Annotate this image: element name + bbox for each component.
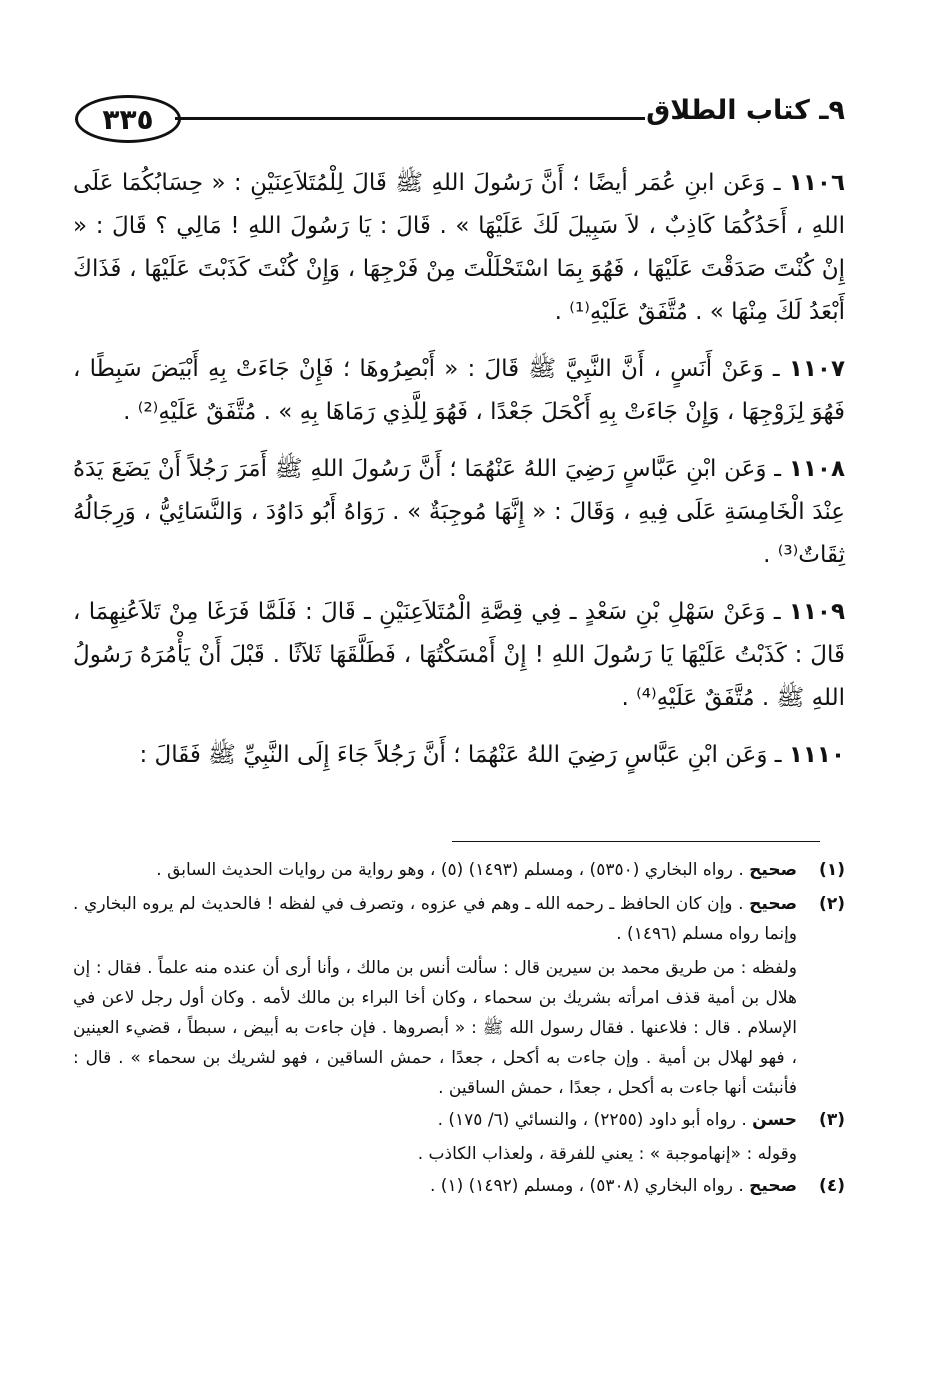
footnote-body xyxy=(73,1171,797,1201)
footnote-2-detail: ولفظه : من طريق محمد بن سيرين قال : سألت أنس بن مالك ، وأنا أرى أن عنده منه علماً . فقال : إن هلال بن أمية قذف امرأته بشريك بن سحماء ، وكان أخا البراء بن مالك لأمه . وكان أول رجل لاعن في الإسلام . قال : فلاعنها . فقال رسول الله ﷺ : « أبصروها . فإن جاءت به أبيض ، سبطاً ، قضيء العينين ، فهو لهلال بن أمية . وإن جاءت به أكحل ، جعدًا ، حمش الساقين ، فهو لشريك بن سحماء » . قال : فأنبئت أنها جاءت به أكحل ، جعدًا ، حمش الساقين . xyxy=(73,958,797,1098)
footnote-4 xyxy=(73,1171,845,1201)
footnote-1 xyxy=(73,855,845,885)
hadith-number: ١١٠٩ xyxy=(788,599,846,625)
footnote-marker: (١) xyxy=(819,860,845,880)
footnote-grade: صحيح xyxy=(749,894,797,914)
footnote-3 xyxy=(73,1105,845,1135)
hadith-1107 xyxy=(73,348,845,434)
hadith-1109 xyxy=(73,591,845,720)
hadith-number: ١١٠٧ xyxy=(788,356,846,382)
hadith-1106 xyxy=(73,162,845,334)
footnote-text: . رواه البخاري (٥٣٥٠) ، ومسلم (١٤٩٣) (٥) ، وهو رواية من روايات الحديث السابق . xyxy=(156,860,744,880)
hadith-text: ـ وَعَنْ أَنَسٍ ، أَنَّ النَّبِيَّ ﷺ قَالَ : « أَبْصِرُوهَا ؛ فَإِنْ جَاءَتْ بِهِ أَبْيَضَ سَبِطًا ، فَهُوَ لِزَوْجِهَا ، وَإِنْ جَاءَتْ بِهِ أَكْحَلَ جَعْدًا ، فَهُوَ لِلَّذِي رَمَاهَا بِهِ » . مُتَّفَقٌ عَلَيْهِ⁽²⁾ . xyxy=(73,356,845,425)
hadith-text: ـ وَعَن ابْنِ عَبَّاسٍ رَضِيَ اللهُ عَنْهُمَا ؛ أَنَّ رَجُلاً جَاءَ إِلَى النَّبِيِّ ﷺ فَقَالَ : xyxy=(139,742,782,768)
hadith-number: ١١٠٦ xyxy=(788,170,846,196)
hadith-text: ـ وَعَن ابنِ عُمَر أيضًا ؛ أَنَّ رَسُولَ اللهِ ﷺ قَالَ لِلْمُتَلاَعِنَيْنِ : « حِسَابُكُمَا عَلَى اللهِ ، أَحَدُكُمَا كَاذِبٌ ، لاَ سَبِيلَ لَكَ عَلَيْهَا » . قَالَ : يَا رَسُولَ اللهِ ! مَالِي ؟ قَالَ : « إِنْ كُنْتَ صَدَقْتَ عَلَيْهَا ، فَهُوَ بِمَا اسْتَحْلَلْتَ مِنْ فَرْجِهَا ، وَإِنْ كُنْتَ كَذَبْتَ عَلَيْهَا ، فَذَاكَ أَبْعَدُ لَكَ مِنْهَا » . مُتَّفَقٌ عَلَيْهِ⁽¹⁾ . xyxy=(73,170,845,325)
hadith-1108 xyxy=(73,448,845,577)
footnote-text: . وإن كان الحافظ ـ رحمه الله ـ وهم في عزوه ، وتصرف في لفظه ! فالحديث لم يروه البخاري . وإنما رواه مسلم (١٤٩٦) . xyxy=(73,894,797,944)
page-header xyxy=(75,95,845,145)
footnote-marker: (٢) xyxy=(819,894,845,914)
hadith-1110 xyxy=(73,734,845,777)
footnotes xyxy=(73,855,845,1205)
main-text xyxy=(73,162,845,791)
footnote-text: . رواه أبو داود (٢٢٥٥) ، والنسائي (٦/ ١٧٥) . xyxy=(437,1110,747,1130)
footnote-grade: حسن xyxy=(752,1110,797,1130)
page-number: ٣٣٥ xyxy=(102,102,154,136)
hadith-text: ـ وَعَنْ سَهْلِ بْنِ سَعْدٍ ـ فِي قِصَّةِ الْمُتَلاَعِنَيْنِ ـ قَالَ : فَلَمَّا فَرَغَا مِنْ تَلاَعُنِهِمَا ، قَالَ : كَذَبْتُ عَلَيْهَا يَا رَسُولَ اللهِ ! إِنْ أَمْسَكْتُهَا ، فَطَلَّقَهَا ثَلاَثًا . قَبْلَ أَنْ يَأْمُرَهُ رَسُولُ اللهِ ﷺ . مُتَّفَقٌ عَلَيْهِ⁽⁴⁾ . xyxy=(73,599,845,711)
footnote-body xyxy=(73,855,797,885)
footnote-marker: (٤) xyxy=(819,1176,845,1196)
footnote-grade: صحيح xyxy=(749,1176,797,1196)
footnote-separator xyxy=(452,841,820,842)
footnote-3-detail: وقوله : «إنهاموجبة » : يعني للفرقة ، ولعذاب الكاذب . xyxy=(417,1144,797,1164)
footnote-marker: (٣) xyxy=(819,1110,845,1130)
hadith-number: ١١١٠ xyxy=(788,742,845,768)
header-rule xyxy=(175,117,645,120)
footnote-2 xyxy=(73,889,845,949)
hadith-text: ـ وَعَن ابْنِ عَبَّاسٍ رَضِيَ اللهُ عَنْهُمَا ؛ أَنَّ رَسُولَ اللهِ ﷺ أَمَرَ رَجُلاً أَنْ يَضَعَ يَدَهُ عِنْدَ الْخَامِسَةِ عَلَى فِيهِ ، وَقَالَ : « إِنَّهَا مُوجِبَةٌ » . رَوَاهُ أَبُو دَاوُدَ ، وَالنَّسَائِيُّ ، وَرِجَالُهُ ثِقَاتٌ⁽³⁾ . xyxy=(73,456,845,568)
footnote-body xyxy=(73,889,797,949)
footnote-body xyxy=(73,1105,797,1135)
chapter-title: ٩ـ كتاب الطلاق xyxy=(646,95,845,126)
footnote-text: . رواه البخاري (٥٣٠٨) ، ومسلم (١٤٩٢) (١) . xyxy=(430,1176,744,1196)
page-number-badge xyxy=(75,95,181,143)
footnote-grade: صحيح xyxy=(749,860,797,880)
hadith-number: ١١٠٨ xyxy=(788,456,845,482)
